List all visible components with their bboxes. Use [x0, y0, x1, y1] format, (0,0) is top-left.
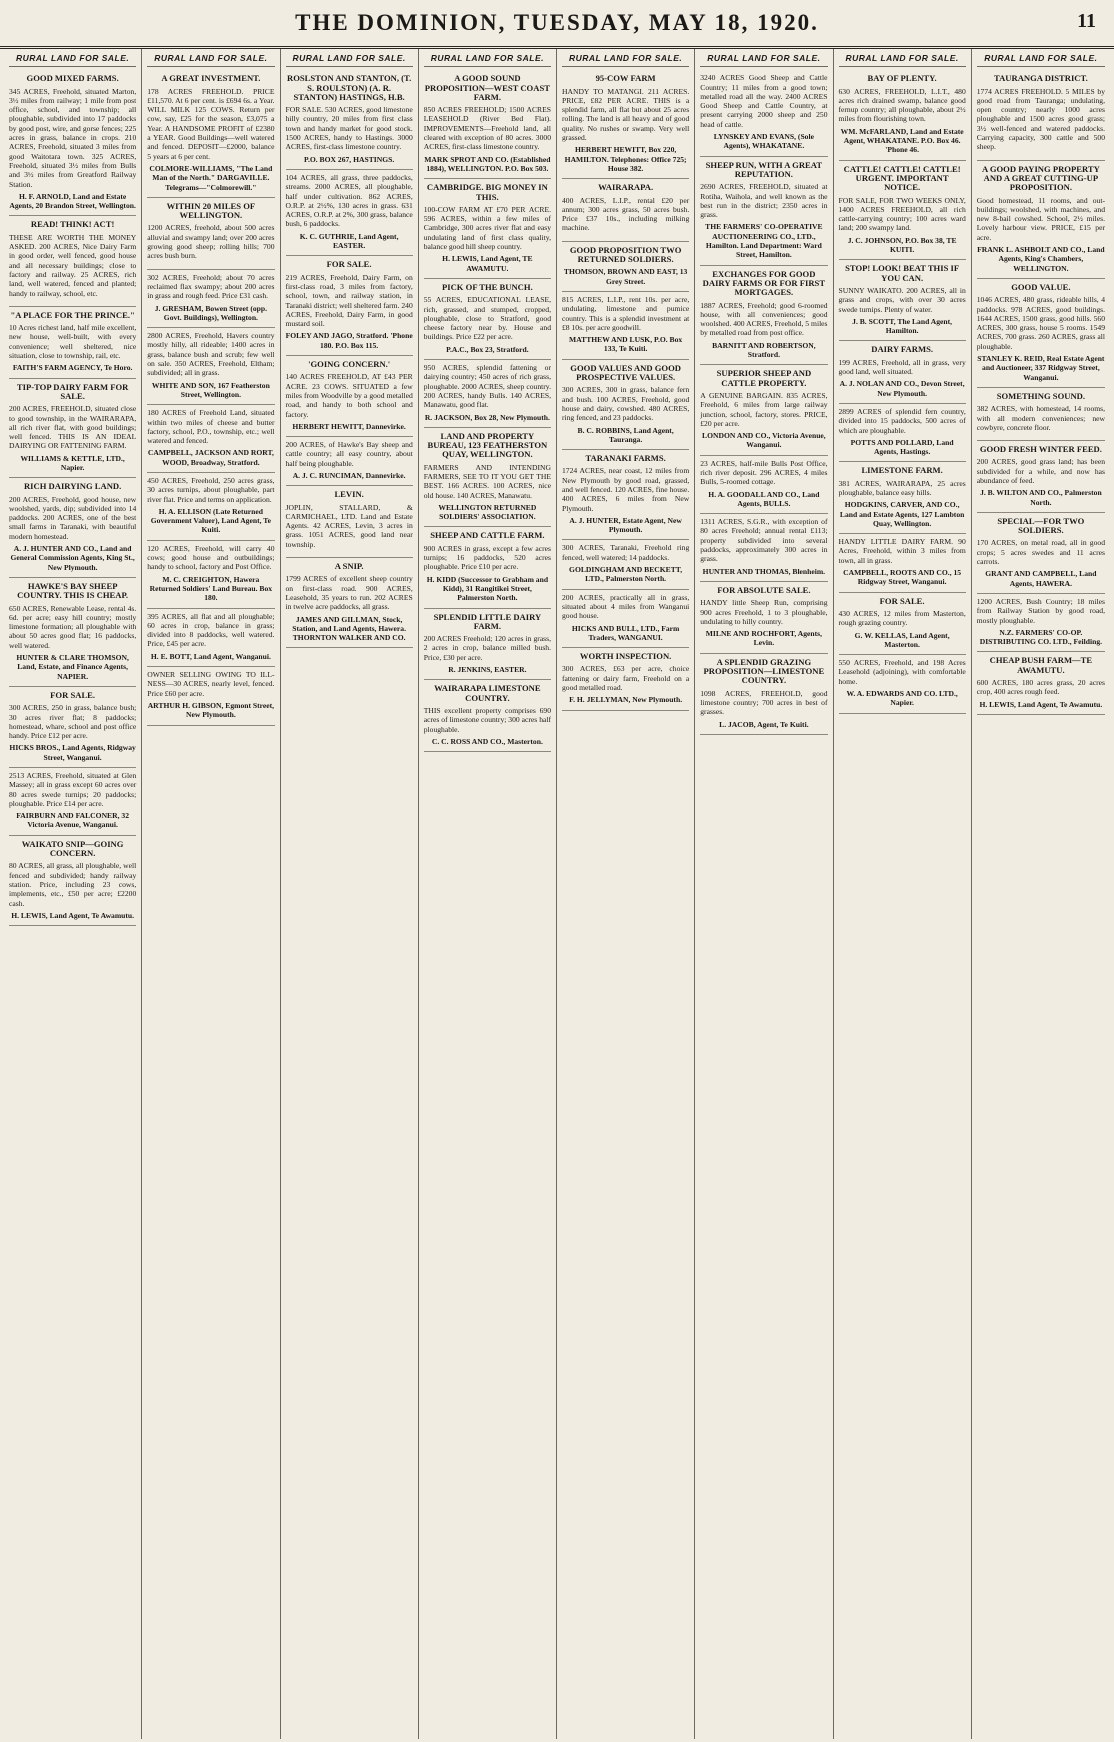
ad-title: WAIRARAPA LIMESTONE COUNTRY.	[434, 683, 541, 703]
classified-ad	[286, 437, 413, 486]
ad-body: 302 ACRES, Freehold; about 70 acres reclaimed flax swampy; about 200 acres in grass and rough feed. Price £31 cash.	[147, 272, 275, 301]
ad-contact: H. A. GOODALL AND CO., Land Agents, BULLS.	[708, 489, 820, 508]
classified-ad	[839, 462, 966, 534]
classified-ad	[977, 441, 1105, 513]
classified-ad	[839, 161, 966, 261]
classified-ad	[700, 582, 827, 654]
column-heading: RURAL LAND FOR SALE.	[839, 52, 966, 67]
ad-title: SUPERIOR SHEEP AND CATTLE PROPERTY.	[716, 368, 812, 388]
ad-body: 381 ACRES, WAIRARAPA, 25 acres ploughable, balance easy hills.	[838, 478, 966, 497]
ad-body: 1774 ACRES FREEHOLD. 5 MILES by good road from Tauranga; undulating, open country; nearly 1000 acres ploughable and 1500 acres good grass; 3½ well-fenced and watered paddocks. Carrying capacity, 300 cattle and 500 sheep.	[976, 86, 1105, 152]
ad-contact: COLMORE-WILLIAMS, "The Land Man of the North." DARGAVILLE. Telegrams—"Colmorewill."	[149, 163, 273, 192]
ad-contact: FRANK L. ASHBOLT AND CO., Land Agents, King's Chambers, WELLINGTON.	[977, 245, 1105, 273]
ad-contact: HICKS BROS., Land Agents, Ridgway Street, Wanganui.	[9, 743, 136, 762]
ad-title: WAIKATO SNIP—GOING CONCERN.	[21, 838, 124, 859]
ad-contact: CAMPBELL, ROOTS AND CO., 15 Ridgway Street, Wanganui.	[843, 568, 962, 587]
ad-body: 219 ACRES, Freehold, Dairy Farm, on first-class road, 3 miles from factory, school, town, and railway station, in Taranaki district; well sheltered farm. 240 ACRES, Freehold, Dairy Farm, in good mustard soil.	[285, 272, 413, 329]
classified-ad	[977, 388, 1105, 441]
ad-contact: HERBERT HEWITT, Box 220, HAMILTON. Telephones: Office 725; House 382.	[564, 145, 687, 173]
ad-body: 900 ACRES in grass, except a few acres turnips; 16 paddocks, 520 acres ploughable. Price £10 per acre.	[423, 543, 551, 572]
classified-ad	[839, 341, 966, 403]
column-heading: RURAL LAND FOR SALE.	[562, 52, 689, 67]
ad-contact: A. J. NOLAN AND CO., Devon Street, New Plymouth.	[839, 379, 965, 398]
ad-contact: LONDON AND CO., Victoria Avenue, Wanganui.	[702, 431, 826, 450]
ad-body: 1799 ACRES of excellent sheep country on first-class road. 900 ACRES, Leasehold, 35 years to run. 202 ACRES in twelve acre paddocks, all grass.	[285, 574, 413, 612]
ad-title: GOOD FRESH WINTER FEED.	[979, 444, 1102, 455]
ad-body: 178 ACRES FREEHOLD. PRICE £11,570. At 6 per cent. is £694 6s. a Year. WILL MILK 125 COWS. Return per cow, say, £25 for the season, £3,075 a Year. A HANDSOME PROFIT of £2380 a YEAR. Good Buildings—well watered and fenced. DEPOSIT—£2000, balance 5 years at 6 per cent.	[147, 86, 275, 161]
classified-ad	[147, 328, 274, 405]
ad-contact: FAITH'S FARM AGENCY, Te Horo.	[12, 363, 133, 373]
classified-ad	[700, 456, 827, 514]
column-6	[695, 49, 833, 1739]
ad-body: 1200 ACRES, Bush Country; 18 miles from Railway Station by good road, mostly ploughable.	[976, 596, 1105, 625]
ad-contact: WHITE AND SON, 167 Featherston Street, Wellington.	[151, 380, 270, 399]
newspaper-title: THE DOMINION, TUESDAY, MAY 18, 1920.	[295, 10, 819, 35]
classified-ad	[424, 360, 551, 428]
ad-body: THIS excellent property comprises 690 acres of limestone country; 300 acres half ploughable.	[423, 705, 551, 734]
ad-title: WORTH INSPECTION.	[579, 651, 672, 662]
ad-body: 600 ACRES, 180 acres grass, 20 acres crop, 400 acres rough feed.	[976, 678, 1105, 697]
ad-contact: C. C. ROSS AND CO., Masterton.	[431, 736, 543, 746]
ad-title: A SPLENDID GRAZING PROPOSITION—LIMESTONE COUNTRY.	[703, 656, 825, 686]
column-heading: RURAL LAND FOR SALE.	[424, 52, 551, 67]
ad-body: OWNER SELLING OWING TO ILL-NESS—30 ACRES, nearly level, fenced. Price £60 per acre.	[147, 670, 275, 698]
ad-title: CATTLE! CATTLE! CATTLE! URGENT. IMPORTANT NOTICE.	[843, 163, 961, 193]
ad-body: 300 ACRES, £63 per acre, choice fattening or dairy farm, Freehold on a good metalled road.	[562, 664, 690, 693]
ad-body: 2800 ACRES, Freehold, Havers country mostly hilly, all rideable; 1400 acres in grass, balance bush and scrub; few well on sale. 350 ACRES, Freehold, Eltham; subdivided; all in grass.	[147, 331, 275, 378]
ad-title: SPLENDID LITTLE DAIRY FARM.	[433, 611, 542, 631]
ad-body: 200 ACRES, good grass land; has been subdivided for a while, and now has abundance of feed.	[976, 457, 1105, 485]
classified-ad	[286, 170, 413, 256]
ad-body: A GENUINE BARGAIN. 835 ACRES, Freehold, 6 miles from large railway junction, school, factory, stores. PRICE, £20 per acre.	[700, 390, 828, 428]
ad-contact: J. GRESHAM, Bowen Street (opp. Govt. Buildings), Wellington.	[154, 303, 268, 322]
ad-contact: CAMPBELL, JACKSON AND RORT, WOOD, Broadway, Stratford.	[147, 448, 274, 467]
ad-contact: J. B. WILTON AND CO., Palmerston North.	[980, 488, 1102, 507]
column-3	[281, 49, 419, 1739]
ad-title: GOOD PROPOSITION TWO RETURNED SOLDIERS.	[569, 244, 682, 265]
ad-title: "A PLACE FOR THE PRINCE."	[10, 309, 135, 320]
ad-contact: B. C. ROBBINS, Land Agent, Tauranga.	[577, 425, 674, 444]
ad-title: FOR ABSOLUTE SALE.	[717, 584, 811, 595]
ad-contact: W. A. EDWARDS AND CO. LTD., Napier.	[846, 689, 958, 708]
classified-ad	[147, 270, 274, 328]
ad-contact: LYNSKEY AND EVANS, (Sole Agents), WHAKATANE.	[713, 132, 814, 151]
ad-title: SHEEP RUN, WITH A GREAT REPUTATION.	[705, 159, 823, 179]
masthead	[0, 0, 1114, 49]
ad-body: 815 ACRES, L.I.P., rent 10s. per acre, undulating, limestone and pumice country. This is a splendid investment at £8 10s. per acre goodwill.	[562, 294, 690, 332]
ad-title: FOR SALE.	[50, 689, 96, 700]
ad-body: 400 ACRES, L.I.P., rental £20 per annum; 300 acres grass, 50 acres bush. Price £37 10s., including milking machine.	[562, 195, 690, 233]
ad-title: GOOD VALUES AND GOOD PROSPECTIVE VALUES.	[570, 362, 681, 383]
classified-ad	[9, 216, 136, 306]
ad-body: 100-COW FARM AT £70 PER ACRE. 596 ACRES, within a few miles of Cambridge, 300 acres river flat and easy undulating land of first class quality, balance good hill sheep country.	[423, 204, 551, 252]
column-heading: RURAL LAND FOR SALE.	[9, 52, 136, 67]
classified-ad	[9, 768, 136, 836]
classified-ad	[977, 594, 1105, 652]
ad-body: 200 ACRES, FREEHOLD, situated close to good township, in the WAIRARAPA, all rich river flat, with good buildings; well fenced. THIS IS AN IDEAL DAIRYING OR FATTENING FARM.	[9, 404, 137, 451]
ad-contact: H. A. ELLISON (Late Returned Government Valuer), Land Agent, Te Kuiti.	[150, 506, 271, 535]
ad-contact: FAIRBURN AND FALCONER, 32 Victoria Avenue, Wanganui.	[16, 811, 130, 830]
ad-contact: GRANT AND CAMPBELL, Land Agents, HAWERA.	[985, 569, 1097, 588]
ad-body: 2899 ACRES of splendid fern country, divided into 15 paddocks, 500 acres of which are ploughable.	[838, 406, 966, 435]
ad-title: TARANAKI FARMS.	[585, 453, 666, 464]
ad-contact: MILNE AND ROCHFORT, Agents, Levin.	[705, 629, 822, 648]
column-8	[972, 49, 1110, 1739]
ad-contact: H. LEWIS, Land Agent, Te Awamutu.	[11, 910, 135, 920]
classified-ad	[9, 307, 136, 379]
ad-body: 120 ACRES, Freehold, will carry 40 cows; good house and outbuildings; handy to school, factory and Post Office.	[147, 543, 275, 572]
column-2	[142, 49, 280, 1739]
ad-contact: H. E. BOTT, Land Agent, Wanganui.	[150, 651, 271, 661]
classified-ad	[286, 356, 413, 437]
ad-title: BAY OF PLENTY.	[867, 73, 937, 84]
ad-contact: F. H. JELLYMAN, New Plymouth.	[569, 695, 683, 705]
ad-title: STOP! LOOK! BEAT THIS IF YOU CAN.	[845, 263, 960, 283]
column-heading: RURAL LAND FOR SALE.	[286, 52, 413, 67]
classified-ad	[424, 680, 551, 752]
column-1	[4, 49, 142, 1739]
ad-contact: R. JENKINS, EASTER.	[448, 665, 527, 675]
classified-ad	[562, 648, 689, 710]
ad-contact: N.Z. FARMERS' CO-OP. DISTRIBUTING CO. LTD., Feilding.	[979, 627, 1103, 647]
ad-contact: ARTHUR H. GIBSON, Egmont Street, New Plymouth.	[147, 700, 275, 720]
ad-body: 450 ACRES, Freehold, 250 acres grass, 30 acres turnips, about ploughable, part river flat. Price and terms on application.	[147, 475, 275, 504]
ad-contact: H. LEWIS, Land Agent, TE AWAMUTU.	[442, 254, 533, 273]
classified-ad	[9, 687, 136, 768]
ad-body: 2513 ACRES, Freehold, situated at Glen Massey; all in grass except 60 acres over 80 acres swede turnips; 20 paddocks; ploughable. Price £14 per acre.	[9, 771, 137, 808]
classified-ad	[977, 513, 1105, 594]
ad-body: SUNNY WAIKATO. 200 ACRES, all in grass and crops, with over 30 acres swede turnips. Plenty of water.	[838, 285, 966, 314]
ad-body: HANDY TO MATANGI. 211 ACRES. PRICE, £82 PER ACRE. THIS is a splendid farm, all flat but about 25 acres rolling. The land is all heavy and of good quality. No rushes or swamp. Very well grassed.	[562, 86, 690, 143]
ad-contact: HERBERT HEWITT, Dannevirke.	[292, 421, 406, 431]
ad-contact: H. LEWIS, Land Agent, Te Awamutu.	[979, 699, 1103, 709]
ad-contact: WM. McFARLAND, Land and Estate Agent, WHAKATANE. P.O. Box 46. 'Phone 46.	[840, 126, 964, 155]
classified-ad	[839, 70, 966, 160]
classified-ad	[977, 161, 1105, 279]
classified-ad	[700, 514, 827, 582]
ad-title: A GOOD SOUND PROPOSITION—WEST COAST FARM.	[424, 73, 550, 102]
ad-body: 300 ACRES, 300 in grass, balance fern and bush. 100 ACRES, Freehold, good house and dairy, cowshed. 480 ACRES, ring fenced, and 23 paddocks.	[562, 385, 690, 423]
ad-title: ROSLSTON AND STANTON, (T. S. ROULSTON) (A. R. STANTON) HASTINGS, H.B.	[287, 73, 412, 102]
ad-title: SOMETHING SOUND.	[996, 390, 1086, 401]
ad-title: A SNIP.	[334, 561, 364, 572]
ad-contact: THOMSON, BROWN AND EAST, 13 Grey Street.	[563, 267, 688, 286]
ad-contact: HODGKINS, CARVER, AND CO., Land and Estate Agents, 127 Lambton Quay, Wellington.	[839, 500, 965, 528]
ad-body: 1311 ACRES, S.G.R., with exception of 80 acres Freehold; annual rental £113; property subdivided into several paddocks, approximately 300 acres in grass.	[700, 517, 828, 564]
ad-title: WITHIN 20 MILES OF WELLINGTON.	[166, 200, 256, 221]
ad-contact: WILLIAMS & KETTLE, LTD., Napier.	[20, 453, 125, 472]
ad-contact: FOLEY AND JAGO, Stratford. 'Phone 180. P.O. Box 115.	[285, 331, 413, 350]
classified-columns	[0, 49, 1114, 1739]
classified-ad	[286, 558, 413, 648]
ad-contact: P.A.C., Box 23, Stratford.	[446, 344, 529, 354]
ad-contact: L. JACOB, Agent, Te Kuiti.	[719, 719, 809, 729]
classified-ad	[147, 667, 274, 725]
ad-title: EXCHANGES FOR GOOD DAIRY FARMS OR FOR FIRST MORTGAGES.	[702, 268, 826, 298]
ad-contact: J. C. JOHNSON, P.O. Box 38, TE KUITI.	[847, 235, 957, 255]
ad-body: 199 ACRES, Freehold, all in grass, very good land, well situated.	[838, 357, 966, 377]
classified-ad	[147, 70, 274, 198]
ad-body: 550 ACRES, Freehold, and 198 Acres Leasehold (adjoining), with comfortable home.	[838, 658, 966, 686]
ad-contact: MARK SPROT AND CO. (Established 1884), WELLINGTON. P.O. Box 503.	[424, 154, 551, 173]
ad-body: 630 ACRES, FREEHOLD, L.I.T., 480 acres rich drained swamp, balance good fernup country; all ploughable, about 2½ miles from flourishing town.	[838, 86, 966, 124]
classified-ad	[147, 473, 274, 541]
ad-title: LEVIN.	[334, 489, 364, 500]
ad-body: 1200 ACRES, freehold, about 500 acres alluvial and swampy land; over 200 acres growing good sheep; rolling hills; 700 acres bush burn.	[147, 223, 275, 261]
ad-title: RICH DAIRYING LAND.	[23, 481, 122, 492]
ad-body: 3240 ACRES Good Sheep and Cattle Country; 11 miles from a good town; metalled road all the way. 2400 ACRES Good Sheep and Cattle Country, at present carrying 2000 sheep and 250 head of cattle.	[700, 73, 828, 129]
classified-ad	[562, 450, 689, 540]
ad-title: FOR SALE.	[879, 595, 925, 606]
ad-contact: HUNTER & CLARE THOMSON, Land, Estate, and Finance Agents, NAPIER.	[16, 653, 129, 681]
ad-title: WAIRARAPA.	[598, 182, 654, 193]
classified-ad	[562, 292, 689, 360]
ad-contact: H. KIDD (Successor to Grabham and Kidd), 31 Rangitikei Street, Palmerston North.	[426, 574, 549, 603]
ad-body: HANDY little Sheep Run, comprising 900 acres Freehold, 1 to 3 ploughable, undulating to hilly country.	[700, 598, 828, 626]
ad-title: TIP-TOP DAIRY FARM FOR SALE.	[16, 381, 129, 401]
ad-body: FOR SALE, FOR TWO WEEKS ONLY, 1400 ACRES FREEHOLD, all rich cattle-carrying country; 100 acres ward land; 200 swampy land.	[838, 195, 966, 233]
ad-contact: A. J. C. RUNCIMAN, Dannevirke.	[292, 470, 406, 480]
ad-title: GOOD MIXED FARMS.	[26, 73, 119, 84]
column-4	[419, 49, 557, 1739]
ad-body: 23 ACRES, half-mile Bulls Post Office, rich river deposit. 296 ACRES, 4 miles Bulls, 5-roomed cottage.	[700, 458, 828, 487]
ad-body: 1098 ACRES, FREEHOLD, good limestone country; 700 acres in best of grasses.	[700, 688, 828, 717]
ad-body: 345 ACRES, Freehold, situated Marton, 3½ miles from railway; 1 mile from post office, school, and township; all ploughable, subdivided into 17 paddocks by good post, wire, and gorse fences; 225 acres in grass, balance in crops. 210 ACRES, Freehold, situated 3 miles from good Waitotara town. 325 ACRES, Freehold, situated 3½ miles from Bulls and 3½ miles from Greatford Railway Station.	[9, 86, 137, 189]
classified-ad	[977, 279, 1105, 388]
classified-ad	[562, 360, 689, 450]
classified-ad	[9, 836, 136, 926]
classified-ad	[424, 179, 551, 279]
classified-ad	[9, 478, 136, 578]
ad-body: HANDY LITTLE DAIRY FARM. 90 Acres, Freehold, within 3 miles from town, all in grass.	[838, 537, 966, 565]
ad-contact: P.O. BOX 267, HASTINGS.	[304, 154, 395, 164]
classified-ad	[424, 70, 551, 179]
classified-ad	[700, 266, 827, 366]
classified-ad	[286, 486, 413, 558]
ad-body: Good homestead, 11 rooms, and out-buildings; woolshed, with machines, and new 8-bail cowshed. School, 2½ miles. Lovely harbour view. PRICE, £15 per acre.	[976, 195, 1105, 242]
ad-body: 850 ACRES FREEHOLD; 1500 ACRES LEASEHOLD (River Bed Flat). IMPROVEMENTS—Freehold land, all cleared with exception of 80 acres. 3000 ACRES, first-class limestone country.	[423, 105, 551, 152]
classified-ad	[562, 179, 689, 241]
ad-title: A GOOD PAYING PROPERTY AND A GREAT CUTTING-UP PROPOSITION.	[981, 163, 1100, 193]
ad-body: 300 ACRES, 250 in grass, balance bush; 30 acres river flat; 8 paddocks; homestead, whare, school and post office handy. Price £12 per acre.	[9, 703, 137, 741]
ad-body: 180 ACRES of Freehold Land, situated within two miles of cheese and butter factory, school, P.O., township, etc.; well watered and fenced.	[147, 408, 275, 446]
classified-ad	[286, 70, 413, 170]
ad-title: SPECIAL—FOR TWO SOLDIERS.	[997, 515, 1085, 536]
ad-contact: G. W. KELLAS, Land Agent, Masterton.	[854, 630, 950, 649]
classified-ad	[286, 256, 413, 356]
classified-ad	[147, 541, 274, 609]
ad-contact: THE FARMERS' CO-OPERATIVE AUCTIONEERING CO., LTD., Hamilton. Land Department: Ward Street, Hamilton.	[705, 222, 823, 260]
ad-body: 2690 ACRES, FREEHOLD, situated at Rotiha, Waihola, and well known as the best run in the district; 2350 acres in grass.	[700, 182, 828, 220]
ad-body: 200 ACRES Freehold; 120 acres in grass, 2 acres in crop, balance milled bush. Price, £30 per acre.	[423, 634, 551, 662]
ad-contact: GOLDINGHAM AND BECKETT, LTD., Palmerston North.	[569, 565, 683, 584]
classified-ad	[424, 428, 551, 528]
classified-ad	[147, 405, 274, 473]
ad-body: 1046 ACRES, 480 grass, rideable hills, 4 paddocks. 978 ACRES, good buildings. 1644 ACRES, 1500 grass, good hills. 560 ACRES, 300 grass, house 5 rooms. 1549 ACRES, 700 grass. 260 ACRES, grass all ploughable.	[976, 295, 1105, 351]
ad-title: PICK OF THE BUNCH.	[442, 281, 533, 292]
ad-title: DAIRY FARMS.	[871, 344, 933, 355]
ad-body: 104 ACRES, all grass, three paddocks, streams. 2000 ACRES, all ploughable, half under cultivation. 862 ACRES, O.R.P. at 2½%, 130 acres in grass. 631 ACRES, O.R.P. at 2%, 300 grass, balance bush, 6 paddocks.	[285, 172, 413, 229]
ad-body: JOPLIN, STALLARD, & CARMICHAEL, LTD. Land and Estate Agents. 42 ACRES, Levin, 3 acres in grass. 1051 ACRES, good land near township.	[285, 502, 413, 549]
ad-contact: BARNITT AND ROBERTSON, Stratford.	[712, 340, 816, 360]
classified-ad	[700, 365, 827, 455]
ad-title: CAMBRIDGE. BIG MONEY IN THIS.	[426, 182, 548, 202]
classified-ad	[562, 242, 689, 292]
ad-body: 1724 ACRES, near coast, 12 miles from New Plymouth by good road, grassed, and well fenced. 120 ACRES, fine house. 400 ACRES, 6 miles from New Plymouth.	[562, 466, 690, 513]
column-heading: RURAL LAND FOR SALE.	[977, 52, 1105, 67]
ad-contact: MATTHEW AND LUSK, P.O. Box 133, Te Kuiti.	[569, 335, 683, 354]
classified-ad	[839, 260, 966, 341]
ad-body: FARMERS AND INTENDING FARMERS, SEE TO IT YOU GET THE BEST. 166 ACRES. 100 ACRES, nice old house. 140 ACRES, Manawatu.	[423, 462, 551, 500]
ad-body: 200 ACRES, of Hawke's Bay sheep and cattle country; all easy country, about half being ploughable.	[285, 440, 413, 468]
ad-contact: R. JACKSON, Box 28, New Plymouth.	[424, 412, 550, 422]
ad-body: 55 ACRES, EDUCATIONAL LEASE, rich, grassed, and stumped, cropped, ploughable, close to Stratford, good cheese factory near by. House and buildings. Price £22 per acre.	[423, 295, 551, 342]
ad-title: READ! THINK! ACT!	[30, 219, 115, 230]
ad-contact: HICKS AND BULL, LTD., Farm Traders, WANGANUI.	[571, 623, 680, 642]
ad-title: TAURANGA DISTRICT.	[994, 73, 1088, 84]
ad-body: 200 ACRES, practically all in grass, situated about 4 miles from Wanganui good house.	[562, 592, 690, 621]
ad-body: 140 ACRES FREEHOLD, AT £43 PER ACRE. 23 COWS. SITUATED a few miles from Woodville by a good metalled road, and handy to both school and factory.	[285, 372, 413, 419]
classified-ad	[562, 590, 689, 648]
classified-ad	[9, 70, 136, 216]
ad-body: 300 ACRES, Taranaki, Freehold ring fenced, well watered; 14 paddocks.	[562, 543, 690, 562]
ad-contact: H. F. ARNOLD, Land and Estate Agents, 20 Brandon Street, Wellington.	[9, 191, 136, 211]
ad-body: FOR SALE. 530 ACRES, good limestone hilly country, 20 miles from first class town and handy market for good stock. 1500 ACRES, handy to Hastings. 3000 ACRES, first-class limestone country.	[285, 105, 413, 152]
ad-title: FOR SALE.	[326, 259, 372, 270]
ad-contact: A. J. HUNTER, Estate Agent, New Plymouth.	[569, 515, 682, 535]
ad-body: THESE ARE WORTH THE MONEY ASKED. 200 ACRES, Nice Dairy Farm in good order, well fenced, good house and all necessary buildings; close to factory and railway. 25 ACRES, rich land, well watered, fenced and planted; handy to railway, school, etc.	[9, 232, 137, 298]
classified-ad	[147, 609, 274, 667]
classified-ad	[977, 652, 1105, 714]
ad-contact: JAMES AND GILLMAN, Stock, Station, and Land Agents, Hawera. THORNTON WALKER AND CO.	[292, 614, 406, 643]
classified-ad	[839, 534, 966, 592]
classified-ad	[700, 70, 827, 156]
classified-ad	[9, 578, 136, 687]
ad-body: 395 ACRES, all flat and all ploughable; 60 acres in crop, balance in grass; divided into 8 paddocks, well watered. Price, £45 per acre.	[147, 611, 275, 649]
ad-body: 950 ACRES, splendid fattening or dairying country; 450 acres of rich grass, ploughable. 2000 ACRES, sheep country. 200 ACRES, handy Bulls. 140 ACRES, Manawatu, good flat.	[423, 363, 551, 410]
ad-title: GOOD VALUE.	[1011, 281, 1071, 292]
classified-ad	[424, 527, 551, 608]
ad-title: SHEEP AND CATTLE FARM.	[430, 530, 545, 541]
ad-contact: POTTS AND POLLARD, Land Agents, Hastings.	[850, 437, 954, 457]
ad-body: 1887 ACRES, Freehold; good 6-roomed house, with all conveniences; good woolshed. 400 ACRES, Freehold, 5 miles by metalled road from post office.	[700, 300, 828, 338]
ad-body: 170 ACRES, on metal road, all in good crops; 5 acres swedes and 11 acres carrots.	[976, 538, 1105, 567]
classified-ad	[977, 70, 1105, 160]
ad-body: 200 ACRES, Freehold, good house, new woolshed, yards, dip; subdivided into 14 paddocks. 200 ACRES, one of the best small farms in Taranaki, with beautiful modern homestead.	[9, 494, 137, 541]
classified-ad	[562, 70, 689, 179]
ad-contact: STANLEY K. REID, Real Estate Agent and Auctioneer, 337 Ridgway Street, Wanganui.	[977, 354, 1105, 382]
ad-contact: K. C. GUTHRIE, Land Agent, EASTER.	[299, 231, 399, 251]
classified-ad	[424, 279, 551, 360]
classified-ad	[839, 404, 966, 462]
classified-ad	[839, 593, 966, 655]
ad-contact: HUNTER AND THOMAS, Blenheim.	[702, 566, 826, 576]
ad-body: 10 Acres richest land, half mile excellent, new house, well-built, with every convenience; well sheltered, nice situation, close to township, rail, etc.	[9, 323, 137, 361]
ad-title: LIMESTONE FARM.	[861, 465, 943, 476]
classified-ad	[562, 540, 689, 589]
ad-contact: J. B. SCOTT, The Land Agent, Hamilton.	[852, 316, 953, 336]
classified-ad	[700, 654, 827, 735]
ad-title: CHEAP BUSH FARM—TE AWAMUTU.	[989, 655, 1093, 675]
ad-title: 'GOING CONCERN.'	[308, 359, 391, 370]
ad-title: HAWKE'S BAY SHEEP COUNTRY. THIS IS CHEAP.	[17, 580, 129, 601]
column-5	[557, 49, 695, 1739]
ad-body: 430 ACRES, 12 miles from Masterton, rough grazing country.	[838, 608, 966, 628]
ad-title: 95-COW FARM	[595, 73, 656, 84]
ad-body: 382 ACRES, with homestead, 14 rooms, with all modern conveniences; new cowbyre, concrete floor.	[976, 404, 1105, 432]
classified-ad	[9, 379, 136, 479]
column-7	[834, 49, 972, 1739]
page-number: 11	[1077, 10, 1096, 32]
column-heading: RURAL LAND FOR SALE.	[700, 52, 827, 67]
classified-ad	[700, 157, 827, 266]
ad-contact: A. J. HUNTER AND CO., Land and General Commission Agents, King St., New Plymouth.	[10, 544, 135, 572]
classified-ad	[147, 198, 274, 270]
ad-contact: WELLINGTON RETURNED SOLDIERS' ASSOCIATION.	[438, 502, 537, 522]
ad-title: LAND AND PROPERTY BUREAU, 123 FEATHERSTON QUAY, WELLINGTON.	[427, 430, 548, 460]
ad-contact: M. C. CREIGHTON, Hawera Returned Soldiers' Land Bureau. Box 180.	[149, 574, 273, 603]
classified-ad	[839, 655, 966, 713]
ad-body: 80 ACRES, all grass, all ploughable, well fenced and subdivided; handy railway station. Price, including 23 cows, implements, etc., £50 per acre; £2200 cash.	[9, 861, 137, 908]
column-heading: RURAL LAND FOR SALE.	[147, 52, 274, 67]
ad-title: A GREAT INVESTMENT.	[161, 73, 261, 84]
ad-body: 650 ACRES, Renewable Lease, rental 4s. 6d. per acre; easy hill country; mostly limestone formation; all ploughable with about 50 acres good flat; 16 paddocks, well watered.	[9, 603, 137, 650]
classified-ad	[424, 609, 551, 681]
